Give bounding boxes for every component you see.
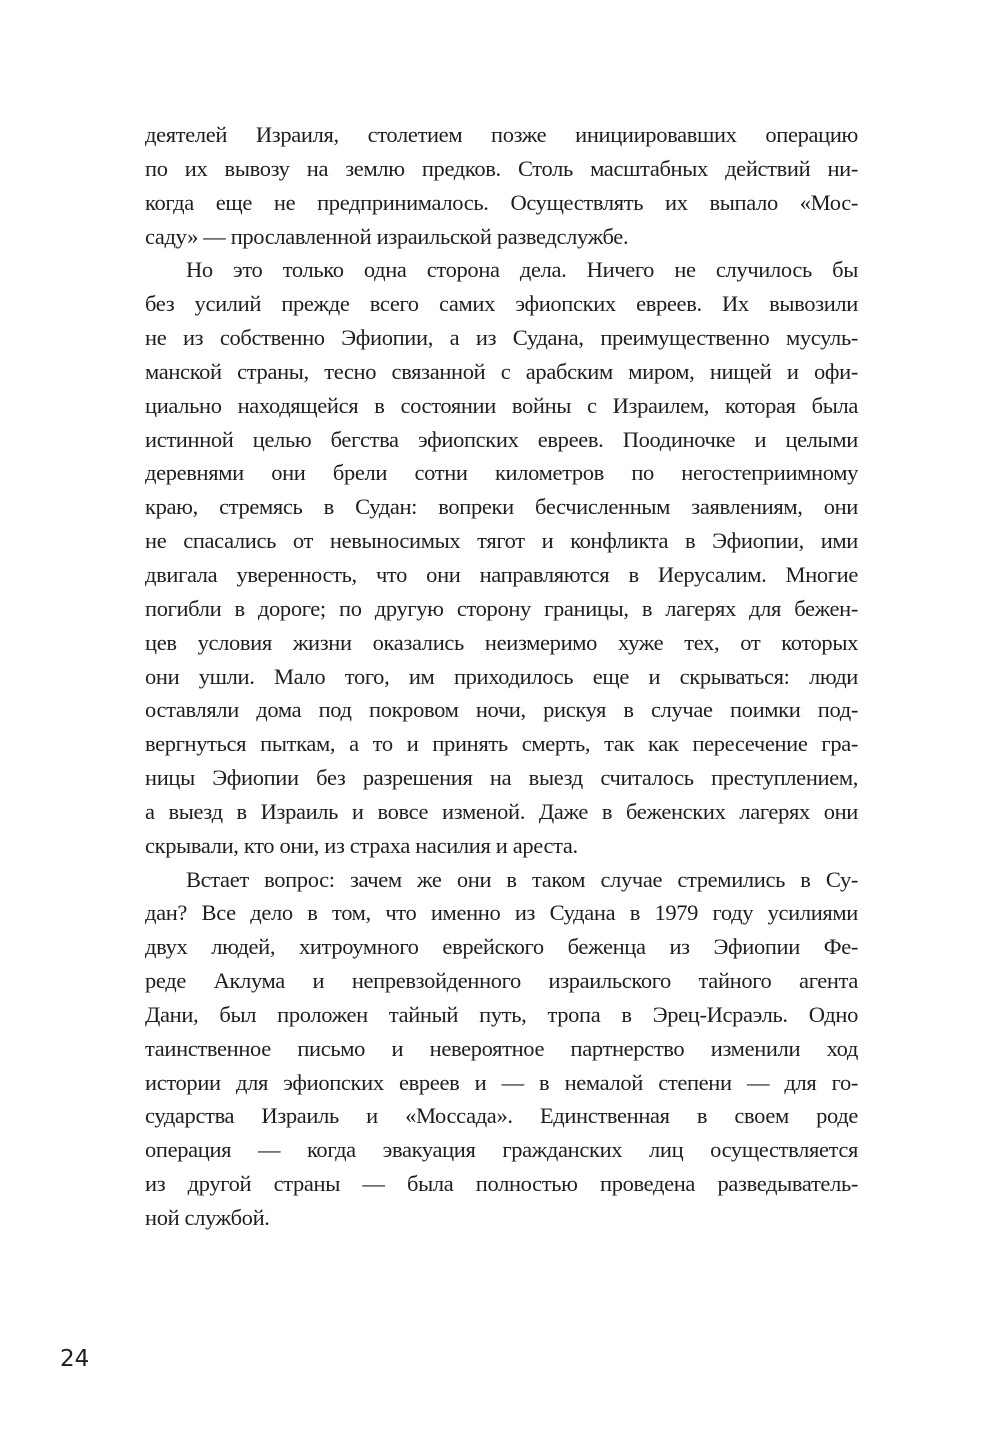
text-line: не спасались от невыносимых тягот и конфликта в Эфиопии, ими bbox=[145, 528, 858, 554]
text-line: операция — когда эвакуация гражданских лиц осуществляется bbox=[145, 1137, 858, 1163]
text-line: циально находящейся в состоянии войны с Израилем, которая была bbox=[145, 392, 858, 418]
text-line: ницы Эфиопии без разрешения на выезд считалось преступлением, bbox=[145, 765, 858, 791]
text-line: оставляли дома под покровом ночи, рискуя в случае поимки под- bbox=[145, 697, 858, 723]
text-line: саду» — прославленной израильской разведслужбе. bbox=[145, 223, 629, 249]
paragraph bbox=[145, 253, 858, 862]
text-line: деятелей Израиля, столетием позже инициировавших операцию bbox=[145, 122, 858, 147]
text-line: а выезд в Израиль и вовсе изменой. Даже в беженских лагерях они bbox=[145, 798, 858, 824]
text-line: двух людей, хитроумного еврейского беженца из Эфиопии Фе- bbox=[145, 934, 858, 960]
text-line: цев условия жизни оказались неизмеримо хуже тех, от которых bbox=[145, 629, 858, 655]
text-line: реде Аклума и непревзойденного израильского тайного агента bbox=[145, 968, 858, 994]
text-line: когда еще не предпринималось. Осуществлять их выпало «Мос- bbox=[145, 189, 858, 215]
text-line: по их вывозу на землю предков. Столь масштабных действий ни- bbox=[145, 155, 858, 181]
text-line: двигала уверенность, что они направляются в Иерусалим. Многие bbox=[145, 561, 858, 587]
text-line: скрывали, кто они, из страха насилия и ареста. bbox=[145, 832, 578, 858]
text-line: погибли в дороге; по другую сторону границы, в лагерях для бежен- bbox=[145, 595, 858, 621]
text-line: манской страны, тесно связанной с арабским миром, нищей и офи- bbox=[145, 358, 858, 384]
paragraph bbox=[145, 863, 858, 1235]
text-line: из другой страны — была полностью проведена разведыватель- bbox=[145, 1171, 858, 1197]
text-line: истории для эфиопских евреев и — в немалой степени — для го- bbox=[145, 1069, 858, 1095]
text-line: вергнуться пыткам, а то и принять смерть, так как пересечение гра- bbox=[145, 731, 858, 757]
text-line: краю, стремясь в Судан: вопреки бесчисленным заявлениям, они bbox=[145, 494, 858, 520]
text-line: не из собственно Эфиопии, а из Судана, преимущественно мусуль- bbox=[145, 325, 858, 351]
page-number: 24 bbox=[60, 1346, 90, 1372]
text-line: ной службой. bbox=[145, 1205, 270, 1230]
text-line: Встает вопрос: зачем же они в таком случае стремились в Су- bbox=[186, 866, 858, 892]
text-line: Но это только одна сторона дела. Ничего не случилось бы bbox=[186, 257, 858, 283]
text-line: таинственное письмо и невероятное партнерство изменили ход bbox=[145, 1035, 858, 1061]
text-line: дан? Все дело в том, что именно из Судана в 1979 году усилиями bbox=[145, 900, 858, 926]
text-line: истинной целью бегства эфиопских евреев. Поодиночке и целыми bbox=[145, 426, 858, 452]
text-line: деревнями они брели сотни километров по негостеприимному bbox=[145, 460, 858, 486]
text-line: без усилий прежде всего самих эфиопских евреев. Их вывозили bbox=[145, 291, 858, 317]
text-line: сударства Израиль и «Моссада». Единственная в своем роде bbox=[145, 1103, 858, 1129]
paragraph bbox=[145, 118, 858, 253]
text-line: Дани, был проложен тайный путь, тропа в Эрец-Исраэль. Одно bbox=[145, 1001, 858, 1027]
body-text bbox=[145, 118, 858, 1235]
text-line: они ушли. Мало того, им приходилось еще и скрываться: люди bbox=[145, 663, 858, 689]
